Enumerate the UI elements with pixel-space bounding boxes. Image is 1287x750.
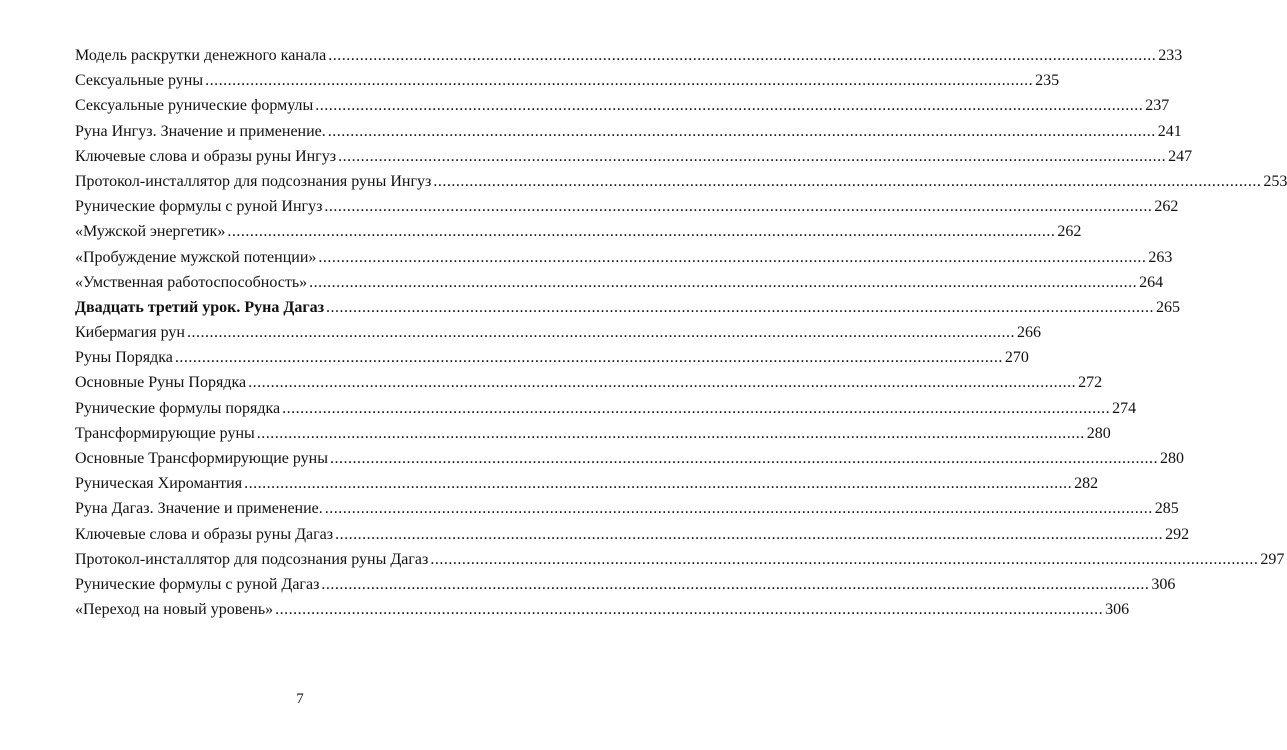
toc-entry-page: 253 bbox=[1263, 172, 1287, 190]
toc-entry-title: Руны Порядка bbox=[75, 349, 173, 367]
toc-dot-leader bbox=[282, 396, 1110, 421]
toc-entry-page: 263 bbox=[1148, 248, 1173, 266]
toc-entry bbox=[75, 144, 1193, 169]
toc-entry-title: Рунические формулы порядка bbox=[75, 399, 281, 417]
toc-dot-leader bbox=[175, 345, 1003, 370]
toc-dot-leader bbox=[315, 93, 1143, 118]
toc-dot-leader bbox=[335, 522, 1163, 547]
toc-dot-leader bbox=[321, 572, 1149, 597]
toc-entry-title: Основные Трансформирующие руны bbox=[75, 450, 328, 467]
toc-entry-title: Протокол-инсталлятор для подсознания руны Дагаз bbox=[75, 550, 429, 568]
toc-entry-title: Двадцать третий урок. Руна Дагаз bbox=[75, 298, 325, 316]
toc-entry-page: 306 bbox=[1105, 601, 1130, 619]
toc-entry bbox=[75, 219, 1082, 244]
toc-entry-title: «Умственная работоспособность» bbox=[75, 273, 308, 291]
toc-entry-page: 265 bbox=[1156, 298, 1181, 316]
toc-dot-leader bbox=[187, 320, 1015, 345]
toc-entry-page: 262 bbox=[1154, 198, 1179, 216]
toc-entry bbox=[75, 471, 1099, 496]
page-number: 7 bbox=[296, 691, 304, 707]
toc-entry bbox=[75, 93, 1170, 118]
toc-entry-title: Кибермагия рун bbox=[75, 324, 185, 342]
toc-dot-leader bbox=[325, 496, 1153, 521]
toc-entry-page: 272 bbox=[1078, 374, 1103, 392]
toc-entry-title: Протокол-инсталлятор для подсознания руны Ингуз bbox=[75, 172, 432, 190]
toc-entry-page: 306 bbox=[1151, 575, 1176, 593]
toc-entry-title: Трансформирующие руны bbox=[75, 424, 255, 442]
toc-entry-title: Рунические формулы с руной Дагаз bbox=[75, 575, 320, 593]
toc-entry-page: 266 bbox=[1016, 324, 1041, 342]
toc-entry-title: «Переход на новый уровень» bbox=[75, 601, 274, 619]
toc-entry-page: 292 bbox=[1165, 525, 1190, 543]
toc-entry bbox=[75, 68, 1060, 93]
toc-dot-leader bbox=[227, 219, 1055, 244]
toc-entry bbox=[75, 396, 1137, 421]
toc-dot-leader bbox=[430, 547, 1258, 572]
toc-entry-page: 297 bbox=[1260, 550, 1285, 568]
toc-dot-leader bbox=[338, 144, 1166, 169]
toc-entry bbox=[75, 421, 1111, 446]
toc-dot-leader bbox=[244, 471, 1072, 496]
toc-entry-page: 241 bbox=[1157, 122, 1182, 140]
toc-entry bbox=[75, 547, 1285, 572]
toc-dot-leader bbox=[328, 119, 1156, 144]
toc-dot-leader bbox=[330, 446, 1158, 471]
toc-entry-title: Ключевые слова и образы руны Дагаз bbox=[75, 525, 334, 543]
toc-dot-leader bbox=[205, 68, 1033, 93]
toc-entry-page: 285 bbox=[1154, 500, 1179, 518]
toc-dot-leader bbox=[326, 295, 1154, 320]
toc-entry bbox=[75, 572, 1176, 597]
toc-entry bbox=[75, 446, 1184, 471]
toc-entry-page: 233 bbox=[1158, 47, 1183, 64]
toc-entry bbox=[75, 320, 1041, 345]
toc-dot-leader bbox=[328, 43, 1156, 68]
toc-entry bbox=[75, 597, 1130, 622]
toc-chapter-heading bbox=[75, 295, 1181, 320]
toc-dot-leader bbox=[257, 421, 1085, 446]
toc-entry bbox=[75, 245, 1173, 270]
toc-entry-page: 280 bbox=[1159, 450, 1184, 467]
toc-entry-page: 262 bbox=[1057, 223, 1082, 241]
toc-entry-page: 235 bbox=[1035, 72, 1060, 90]
toc-dot-leader bbox=[275, 597, 1103, 622]
toc-entry bbox=[75, 370, 1103, 395]
toc-entry-title: Сексуальные рунические формулы bbox=[75, 97, 314, 115]
toc-dot-leader bbox=[324, 194, 1152, 219]
toc-entry-title: Рунические формулы с руной Ингуз bbox=[75, 198, 323, 216]
toc-entry-title: Руническая Хиромантия bbox=[75, 475, 243, 493]
toc-entry bbox=[75, 119, 1182, 144]
toc-entry-page: 270 bbox=[1004, 349, 1029, 367]
toc-entry-page: 274 bbox=[1112, 399, 1137, 417]
toc-entry bbox=[75, 270, 1164, 295]
toc-entry bbox=[75, 43, 1183, 68]
toc-entry bbox=[75, 194, 1179, 219]
toc-entry bbox=[75, 522, 1190, 547]
toc-entry-page: 282 bbox=[1074, 475, 1099, 493]
toc-entry bbox=[75, 345, 1029, 370]
toc-entry-title: Сексуальные руны bbox=[75, 72, 204, 90]
toc-entry-page: 280 bbox=[1086, 424, 1111, 442]
toc-dot-leader bbox=[318, 245, 1146, 270]
toc-entry bbox=[75, 169, 1287, 194]
toc-entry-page: 237 bbox=[1145, 97, 1170, 115]
toc-dot-leader bbox=[248, 370, 1076, 395]
toc-dot-leader bbox=[433, 169, 1261, 194]
toc-entry-title: Основные Руны Порядка bbox=[75, 374, 247, 392]
toc-dot-leader bbox=[309, 270, 1137, 295]
toc-entry-title: «Мужской энергетик» bbox=[75, 223, 226, 241]
toc-entry-title: Ключевые слова и образы руны Ингуз bbox=[75, 147, 337, 165]
toc-entry-page: 247 bbox=[1168, 147, 1193, 165]
toc-entry-title: Руна Дагаз. Значение и применение. bbox=[75, 500, 323, 518]
toc-entry-page: 264 bbox=[1139, 273, 1164, 291]
toc-entry-title: Модель раскрутки денежного канала bbox=[75, 47, 327, 64]
toc-entry bbox=[75, 496, 1179, 521]
table-of-contents bbox=[75, 43, 1287, 622]
toc-entry-title: «Пробуждение мужской потенции» bbox=[75, 248, 317, 266]
toc-entry-title: Руна Ингуз. Значение и применение. bbox=[75, 122, 326, 140]
